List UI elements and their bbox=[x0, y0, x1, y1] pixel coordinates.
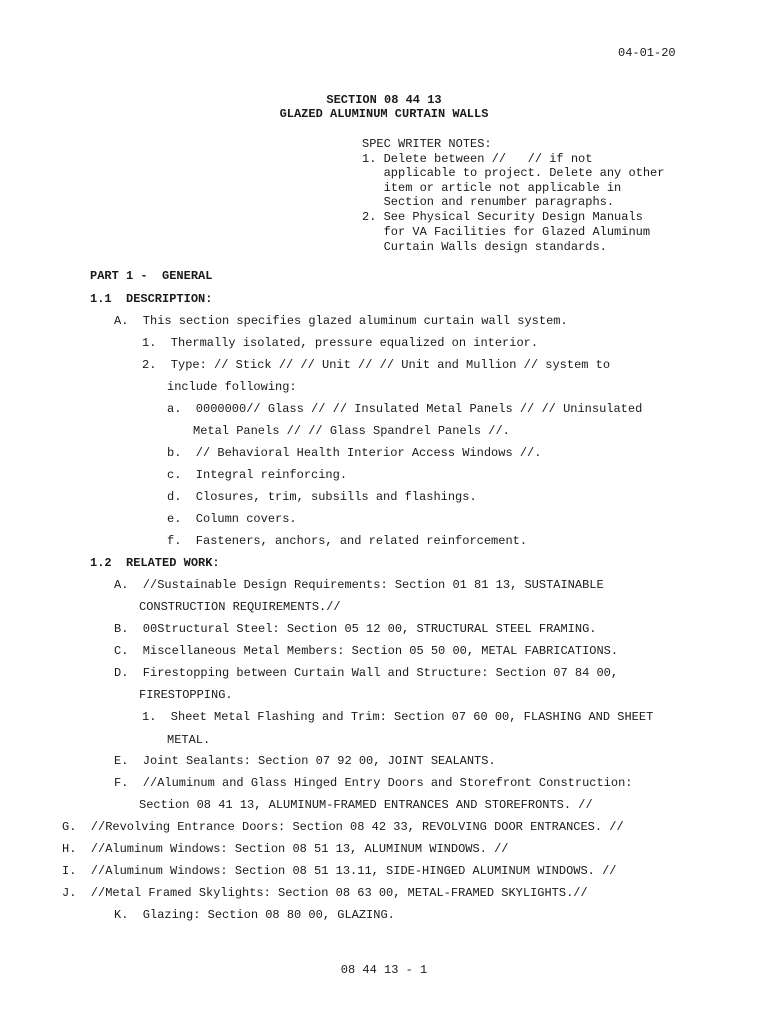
spec-note-line: item or article not applicable in bbox=[362, 181, 622, 195]
paragraph: A. //Sustainable Design Requirements: Section 01 81 13, SUSTAINABLE bbox=[114, 578, 604, 592]
spec-note-line: applicable to project. Delete any other bbox=[362, 166, 665, 180]
section-title: GLAZED ALUMINUM CURTAIN WALLS bbox=[279, 107, 489, 121]
spec-note-line: 2. See Physical Security Design Manuals bbox=[362, 210, 643, 224]
subparagraph-continued: METAL. bbox=[167, 733, 211, 747]
paragraph: D. Firestopping between Curtain Wall and Structure: Section 07 84 00, bbox=[114, 666, 619, 680]
page-number: 08 44 13 - 1 bbox=[340, 963, 428, 977]
list-item: e. Column covers. bbox=[167, 512, 297, 526]
paragraph: A. This section specifies glazed aluminum curtain wall system. bbox=[114, 314, 568, 328]
subparagraph: 2. Type: // Stick // // Unit // // Unit and Mullion // system to bbox=[142, 358, 611, 372]
paragraph-continued: FIRESTOPPING. bbox=[139, 688, 233, 702]
paragraph: G. //Revolving Entrance Doors: Section 08 42 33, REVOLVING DOOR ENTRANCES. // bbox=[62, 820, 624, 834]
spec-note-line: for VA Facilities for Glazed Aluminum bbox=[362, 225, 651, 239]
part-heading: PART 1 - GENERAL bbox=[90, 269, 213, 283]
subparagraph: 1. Thermally isolated, pressure equalized on interior. bbox=[142, 336, 539, 350]
section-number: SECTION 08 44 13 bbox=[326, 93, 442, 107]
paragraph: H. //Aluminum Windows: Section 08 51 13, ALUMINUM WINDOWS. // bbox=[62, 842, 509, 856]
spec-note-line: 1. Delete between // // if not bbox=[362, 152, 593, 166]
list-item: f. Fasteners, anchors, and related reinforcement. bbox=[167, 534, 528, 548]
paragraph: C. Miscellaneous Metal Members: Section 05 50 00, METAL FABRICATIONS. bbox=[114, 644, 619, 658]
paragraph-continued: Section 08 41 13, ALUMINUM-FRAMED ENTRANCES AND STOREFRONTS. // bbox=[139, 798, 593, 812]
article-heading: 1.1 DESCRIPTION: bbox=[90, 292, 213, 306]
list-item: a. 0000000// Glass // // Insulated Metal Panels // // Uninsulated bbox=[167, 402, 643, 416]
spec-note-line: Section and renumber paragraphs. bbox=[362, 195, 615, 209]
paragraph: B. 00Structural Steel: Section 05 12 00, STRUCTURAL STEEL FRAMING. bbox=[114, 622, 597, 636]
spec-note-line: Curtain Walls design standards. bbox=[362, 240, 607, 254]
spec-notes-heading: SPEC WRITER NOTES: bbox=[362, 137, 492, 151]
list-item: b. // Behavioral Health Interior Access Windows //. bbox=[167, 446, 542, 460]
subparagraph-continued: include following: bbox=[167, 380, 297, 394]
list-item: d. Closures, trim, subsills and flashings. bbox=[167, 490, 477, 504]
article-heading: 1.2 RELATED WORK: bbox=[90, 556, 220, 570]
subparagraph: 1. Sheet Metal Flashing and Trim: Section 07 60 00, FLASHING AND SHEET bbox=[142, 710, 654, 724]
paragraph: F. //Aluminum and Glass Hinged Entry Doors and Storefront Construction: bbox=[114, 776, 633, 790]
paragraph-continued: CONSTRUCTION REQUIREMENTS.// bbox=[139, 600, 341, 614]
list-item-continued: Metal Panels // // Glass Spandrel Panels //. bbox=[193, 424, 510, 438]
paragraph: E. Joint Sealants: Section 07 92 00, JOINT SEALANTS. bbox=[114, 754, 496, 768]
paragraph: J. //Metal Framed Skylights: Section 08 63 00, METAL-FRAMED SKYLIGHTS.// bbox=[62, 886, 588, 900]
paragraph: K. Glazing: Section 08 80 00, GLAZING. bbox=[114, 908, 395, 922]
paragraph: I. //Aluminum Windows: Section 08 51 13.11, SIDE-HINGED ALUMINUM WINDOWS. // bbox=[62, 864, 617, 878]
document-date: 04-01-20 bbox=[618, 46, 676, 60]
list-item: c. Integral reinforcing. bbox=[167, 468, 348, 482]
